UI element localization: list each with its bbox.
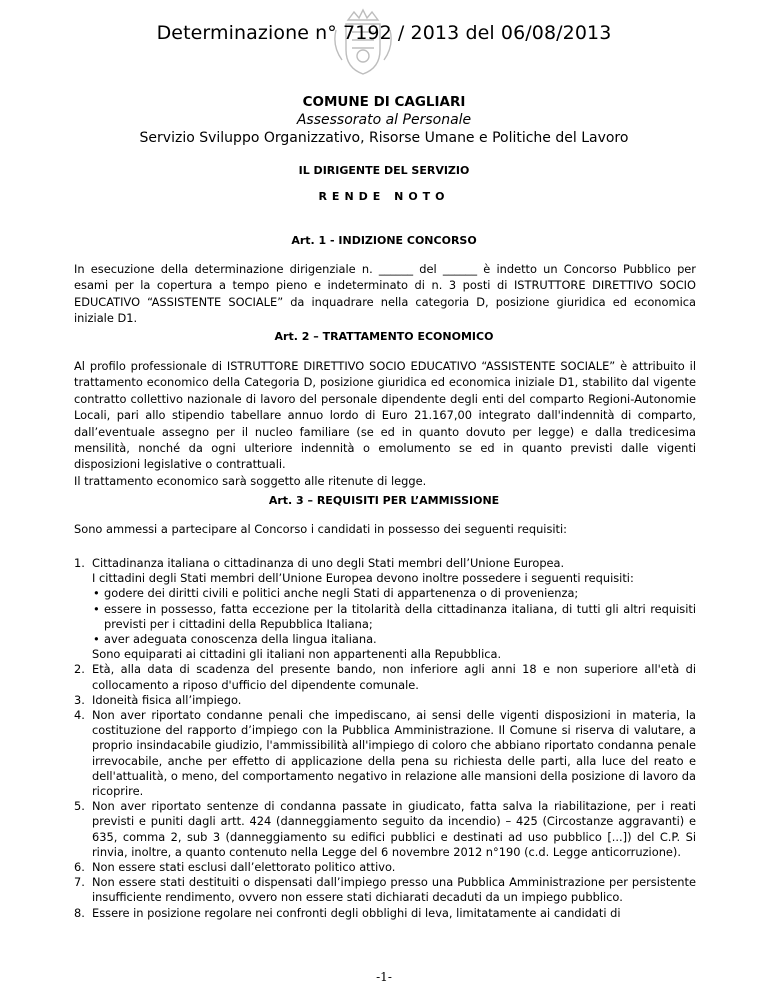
item-text: Non aver riportato condanne penali che impediscano, ai sensi delle vigenti disposizioni in materia, la costituzione del rapporto d’impiego con la Pubblica Amministrazione. Il Comune si riserva di valutare, a proprio insindacabile giudizio, l'ammissibilità all'impiego di coloro che abbiano riportato condanna penale irrevocabile, anche per effetto di applicazione della pena su richiesta delle parti, alla luce del reato e dell'attualità, o meno, del comportamento negativo in relazione alle mansioni della posizione di lavoro da ricoprire. (92, 708, 696, 799)
bullet-dot-icon: • (93, 601, 100, 616)
item-text: Idoneità fisica all’impiego. (92, 692, 242, 707)
article-2-paragraph: Al profilo professionale di ISTRUTTORE DIRETTIVO SOCIO EDUCATIVO “ASSISTENTE SOCIALE” è attribuito il trattamento economico della Categoria D, posizione giuridica ed economica iniziale D1, stabilito dal vigente contratto collettivo nazionale di lavoro del personale dipendente degli enti del comparto Regioni-Autonomie Locali, pari allo stipendio tabellare annuo lordo di Euro 21.167,00 integrato dall'indennità di comparto, dall’eventuale assegno per il nucleo familiare (se ed in quanto dovuto per legge) e dalla tredicesima mensilità, nonché da ogni ulteriore indennità o emolumento se ed in quanto previsti dalle vigenti disposizioni legislative o contrattuali. (74, 359, 696, 472)
item-subtext: I cittadini degli Stati membri dell’Unione Europea devono inoltre possedere i seguenti requisiti: (92, 571, 634, 586)
item-text: Essere in posizione regolare nei confronti degli obblighi di leva, limitatamente ai candidati di (92, 905, 621, 920)
item-number: 6. (74, 860, 85, 875)
article-1-title: Art. 1 - INDIZIONE CONCORSO (291, 234, 477, 247)
servizio-label: Servizio Sviluppo Organizzativo, Risorse Umane e Politiche del Lavoro (139, 130, 629, 146)
item-number: 3. (74, 692, 85, 707)
item-number: 2. (74, 662, 85, 677)
item-after-text: Sono equiparati ai cittadini gli italiani non appartenenti alla Repubblica. (92, 647, 502, 662)
list-item (74, 693, 696, 708)
item-number: 1. (74, 556, 85, 570)
article-1-paragraph: In esecuzione della determinazione dirigenziale n. ______ del ______ è indetto un Concorso Pubblico per esami per la copertura a tempo pieno e indeterminato di n. 3 posti di ISTRUTTORE DIRETTIVO SOCIO EDUCATIVO “ASSISTENTE SOCIALE” da inquadrare nella categoria D, posizione giuridica ed economica iniziale D1. (74, 262, 696, 326)
bullet-item: • aver adeguata conoscenza della lingua italiana. (93, 632, 377, 647)
list-item (74, 906, 696, 921)
list-item (74, 860, 696, 875)
comune-name: COMUNE DI CAGLIARI (302, 94, 466, 110)
article-1-text (74, 261, 696, 327)
item-text: Età, alla data di scadenza del presente bando, non inferiore agli anni 18 e non superiore all'età di collocamento a riposo d'ufficio del dipendente comunale. (92, 662, 696, 692)
item-number: 5. (74, 799, 85, 814)
article-3-text (74, 521, 696, 537)
determinazione-header: Determinazione n° 7192 / 2013 del 06/08/2013 (156, 22, 612, 44)
rende-noto-heading: RENDE NOTO (318, 190, 450, 203)
article-3-paragraph: Sono ammessi a partecipare al Concorso i candidati in possesso dei seguenti requisiti: (74, 522, 568, 536)
page-number: -1- (376, 970, 392, 984)
article-3-title: Art. 3 – REQUISITI PER L’AMMISSIONE (268, 494, 500, 507)
list-item (74, 556, 696, 662)
bullet-list (92, 586, 696, 647)
item-text: Non essere stati esclusi dall’elettorato politico attivo. (92, 860, 396, 875)
article-2-title: Art. 2 – TRATTAMENTO ECONOMICO (274, 330, 494, 343)
bullet-dot-icon: • (93, 632, 100, 647)
article-2-text (74, 358, 696, 489)
bullet-dot-icon: • (93, 586, 100, 601)
list-item (74, 708, 696, 799)
assessorato-label: Assessorato al Personale (296, 112, 472, 128)
item-number: 7. (74, 875, 85, 890)
item-number: 8. (74, 905, 85, 920)
dirigente-heading: IL DIRIGENTE DEL SERVIZIO (298, 164, 470, 177)
list-item (74, 662, 696, 692)
list-item (74, 799, 696, 860)
item-text: Non aver riportato sentenze di condanna passate in giudicato, fatta salva la riabilitazione, per i reati previsti e puniti dagli artt. 424 (danneggiamento seguito da incendio) – 425 (Circostanze aggravanti) e 635, comma 2, sub 3 (danneggiamento su edifici pubblici e destinati ad uso pubblico [...]) del C.P. Si rinvia, inoltre, a quanto contenuto nella Legge del 6 novembre 2012 n°190 (c.d. Legge anticorruzione). (92, 799, 696, 859)
list-item (74, 875, 696, 905)
item-text: Non essere stati destituiti o dispensati dall’impiego presso una Pubblica Amministrazione per persistente insufficiente rendimento, ovvero non essere stati dichiarati decaduti da un impiego pubblico. (92, 875, 696, 905)
bullet-item: • godere dei diritti civili e politici anche negli Stati di appartenenza o di provenienza; (93, 586, 579, 601)
item-text: Cittadinanza italiana o cittadinanza di uno degli Stati membri dell’Unione Europea. (92, 556, 565, 570)
requirements-list (74, 556, 696, 921)
bullet-item: • essere in possesso, fatta eccezione per la titolarità della cittadinanza italiana, di tutti gli altri requisiti previsti per i cittadini della Repubblica Italiana; (93, 601, 696, 631)
article-2-note: Il trattamento economico sarà soggetto alle ritenute di legge. (74, 473, 427, 488)
item-number: 4. (74, 708, 85, 723)
